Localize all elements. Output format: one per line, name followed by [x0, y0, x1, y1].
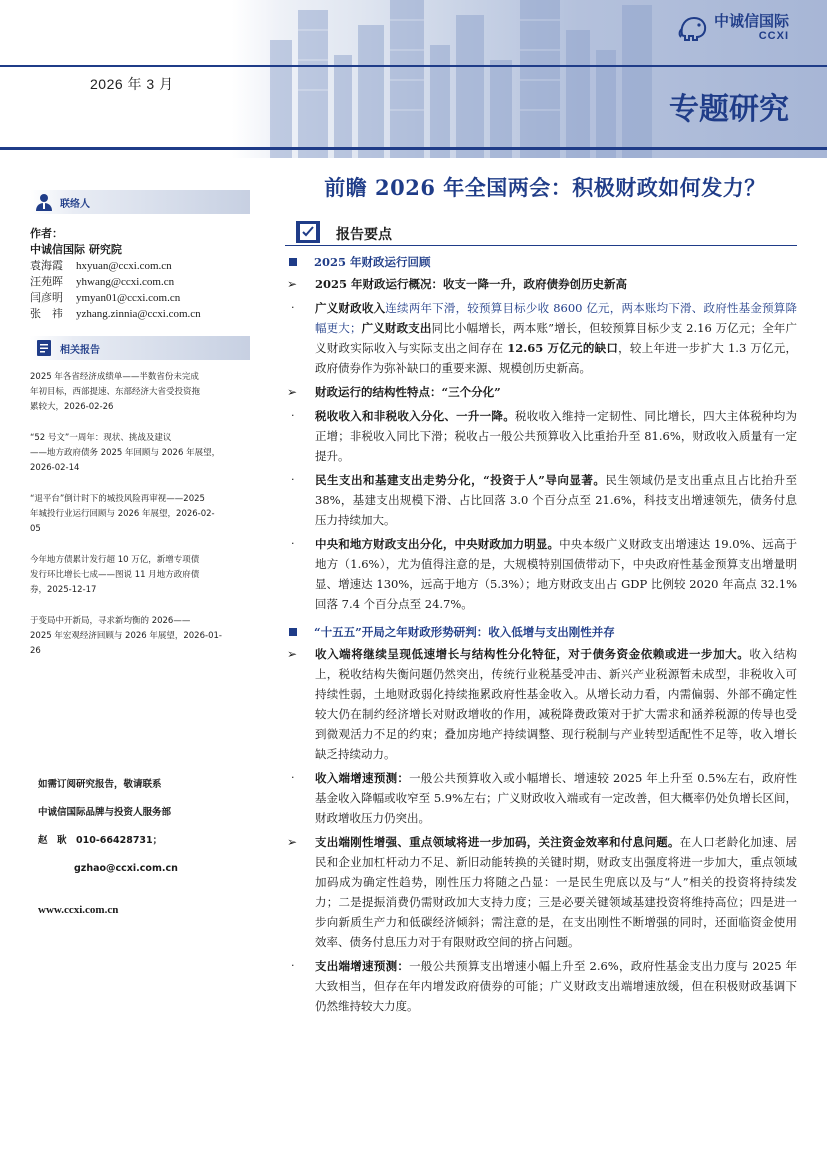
contact-email[interactable]: hxyuan@ccxi.com.cn — [76, 260, 172, 272]
contacts-header — [30, 190, 250, 214]
arrow-bullet-icon: ➢ — [287, 647, 298, 661]
related-line: 2025 年各省经济成绩单——半数省份未完成 — [30, 372, 199, 382]
sub-point-bold: 12.65 万亿元的缺口 — [507, 341, 619, 355]
key-point — [285, 832, 797, 952]
contact-row — [30, 258, 250, 274]
key-point-bold: 支出端刚性增强、重点领域将进一步加码，关注资金效率和付息问题。 — [315, 835, 680, 849]
related-line: 发行环比增长七成——图说 11 月地方政府债 — [30, 570, 200, 580]
related-report-item[interactable] — [30, 431, 250, 476]
related-line: 2025 年宏观经济回顾与 2026 年展望，2026-01- — [30, 631, 222, 641]
sub-point-text: ，较上年进一步扩大 1.3 万亿元，政府债券作为弥补缺口的重要来源、规模创历史新高。 — [315, 341, 798, 375]
subscribe-text: 如需订阅研究报告，敬请联系 — [38, 779, 162, 790]
sub-point-text: 连续两年下滑，较预算目标少收 8600 亿元，两本账均下滑、政府性基金预算降幅更大； — [315, 301, 797, 335]
dot-bullet-icon: · — [291, 409, 295, 422]
contacts-block — [30, 226, 250, 322]
related-report-item[interactable] — [30, 614, 250, 659]
report-title: 前瞻 2026 年全国两会：积极财政如何发力？ — [324, 175, 766, 200]
arrow-bullet-icon: ➢ — [287, 277, 298, 291]
contact-row — [30, 290, 250, 306]
related-line: 2026-02-14 — [30, 463, 80, 473]
dot-bullet-icon: · — [291, 537, 295, 550]
contact-row — [30, 306, 250, 322]
dot-bullet-icon: · — [291, 959, 295, 972]
elephant-logo-icon — [678, 15, 708, 41]
header-banner — [0, 0, 827, 158]
author-org: 中诚信国际 研究院 — [30, 243, 122, 256]
dot-bullet-icon: · — [291, 473, 295, 486]
related-line: 于变局中开新局，寻求新均衡的 2026—— — [30, 616, 191, 626]
related-report-item[interactable] — [30, 492, 250, 537]
sub-point — [285, 406, 797, 466]
sub-point-bold: 中央和地方财政支出分化，中央财政加力明显。 — [315, 537, 560, 551]
arrow-bullet-icon: ➢ — [287, 835, 298, 849]
contact-row — [30, 274, 250, 290]
banner-rule-bottom — [0, 147, 827, 150]
related-reports — [30, 336, 250, 659]
section-heading — [285, 624, 797, 640]
key-point — [285, 382, 797, 402]
contact-name: 闫彦明 — [30, 291, 63, 304]
square-bullet-icon — [289, 258, 297, 266]
related-list — [30, 370, 250, 659]
sub-point — [285, 534, 797, 614]
contact-name: 张 祎 — [30, 307, 63, 320]
section-title: “十五五”开局之年财政形势研判：收入低增与支出刚性并存 — [314, 625, 615, 639]
section-title: 2025 年财政运行回顾 — [314, 255, 431, 269]
dot-bullet-icon: · — [291, 771, 295, 784]
person-icon — [34, 192, 54, 212]
website-link[interactable]: www.ccxi.com.cn — [38, 904, 119, 916]
contact-name: 汪苑晖 — [30, 275, 63, 288]
author-label: 作者： — [30, 227, 63, 240]
banner-rule-top — [0, 65, 827, 67]
related-report-item[interactable] — [30, 370, 250, 415]
related-line: 今年地方债累计发行超 10 万亿，新增专项债 — [30, 555, 200, 565]
summary-header — [285, 218, 797, 246]
contact-email[interactable]: yzhang.zinnia@ccxi.com.cn — [76, 308, 201, 320]
report-date: 2026 年 3 月 — [90, 76, 174, 92]
related-line: 年初目标，西部提速、东部经济大省受投资拖 — [30, 387, 201, 397]
sub-point-bold: 民生支出和基建支出走势分化，“投资于人”导向显著。 — [315, 473, 606, 487]
key-point — [285, 644, 797, 764]
sub-point-bold: 广义财政支出 — [361, 321, 432, 335]
key-point — [285, 274, 797, 294]
report-type: 专题研究 — [669, 92, 789, 127]
contact-email[interactable]: ymyan01@ccxi.com.cn — [76, 292, 181, 304]
sub-point-text: 一般公共预算支出增速小幅上升至 2.6%，政府性基金支出力度与 2025 年大致相当，但存在年内增发政府债券的可能；广义财政支出端增速放缓，但在积极财政基调下仍然维持较大力度。 — [315, 959, 798, 1013]
related-line: “退平台”倒计时下的城投风险再审视——2025 — [30, 494, 205, 504]
related-label: 相关报告 — [60, 344, 100, 356]
related-line: ——地方政府债务 2025 年回顾与 2026 年展望， — [30, 448, 221, 458]
related-line: 26 — [30, 646, 41, 656]
document-icon — [34, 338, 54, 358]
key-point-text: 在人口老龄化加速、居民和企业加杠杆动力不足、新旧动能转换的关键时期，财政支出强度将进一步加大，重点领域加码成为确定性趋势，刚性压力将随之凸显：一是民生兜底以及与“人”相关的投资将持续发力；二是提振消费仍需财政加大支持力度；三是必要关键领域基建投资将维持高位；四是进一步向新质生产力和低碳经济倾斜；需注意的是，在支出刚性不断增强的同时，还面临资金使用效率、债务付息压力对于有限财政空间的挤占问题。 — [315, 835, 798, 949]
sidebar — [30, 190, 250, 675]
related-line: 05 — [30, 524, 41, 534]
dot-bullet-icon: · — [291, 301, 295, 314]
sub-point-bold: 支出端增速预测： — [315, 959, 410, 973]
related-line: 年城投行业运行回顾与 2026 年展望，2026-02- — [30, 509, 215, 519]
sub-point — [285, 956, 797, 1016]
sub-point-text: 一般公共预算收入或小幅增长、增速较 2025 年上升至 0.5%左右，政府性基金收入降幅或收窄至 5.9%左右；广义财政收入端或有一定改善，但大概率仍处负增长区间，财政增收压力仍突出。 — [315, 771, 798, 825]
subscribe-block — [38, 778, 258, 890]
ccxi-logo — [678, 14, 789, 42]
contact-email-link[interactable]: gzhao@ccxi.com.cn — [74, 863, 178, 874]
related-line: 累较大，2026-02-26 — [30, 402, 114, 412]
related-line: “52 号文”一周年：现状、挑战及建议 — [30, 433, 172, 443]
sub-point-bold: 收入端增速预测： — [315, 771, 410, 785]
logo-text-cn: 中诚信国际 — [713, 12, 789, 30]
contact-person: 赵 耿 010-66428731； — [38, 835, 163, 846]
sub-point-bold: 税收收入和非税收入分化、一升一降。 — [315, 409, 515, 423]
key-point-head: 财政运行的结构性特点：“三个分化” — [315, 385, 501, 399]
contact-email[interactable]: yhwang@ccxi.com.cn — [76, 276, 175, 288]
sub-point — [285, 768, 797, 828]
key-point-head: 2025 年财政运行概况：收支一降一升，政府债券创历史新高 — [315, 277, 628, 291]
key-point-text: 收入结构上，税收结构失衡问题仍然突出，传统行业税基受冲击、新兴产业税源暂未成型，非税收入可持续性弱，土地财政弱化持续拖累政府性基金收入。从增长动力看，内需偏弱、外部不确定性较大仍在制约经济增长对财政增收的作用，减税降费政策对于扩大需求和涵养税源的传导也受到微观活力不足的约束；叠加房地产持续调整、现行税制与产业转型适配性不足等，收入增长缺乏持续动力。 — [315, 647, 798, 761]
service-dept: 中诚信国际品牌与投资人服务部 — [38, 807, 172, 818]
section-heading — [285, 254, 797, 270]
summary-label: 报告要点 — [336, 227, 392, 243]
related-line: 券，2025-12-17 — [30, 585, 97, 595]
sub-point — [285, 470, 797, 530]
sub-point-text: 民生领域仍是支出重点且占比抬升至 38%，基建支出规模下滑、占比回落 3.0 个百分点至 21.6%，科技支出增速领先，债务付息压力持续加大。 — [315, 473, 798, 527]
arrow-bullet-icon: ➢ — [287, 385, 298, 399]
square-bullet-icon — [289, 628, 297, 636]
sub-point-text: 中央本级广义财政支出增速达 19.0%、远高于地方（1.6%），尤为值得注意的是，大规模特别国债带动下，中央政府性基金预算支出增量明显、增速达 130%，远高于地方（5.3%）；地方财政支出占 GDP 比例较 2020 年高点 32.1% 回落 7.4 个百分点至 24.7%。 — [315, 537, 798, 611]
key-point-bold: 收入端将继续呈现低速增长与结构性分化特征，对于债务资金依赖或进一步加大。 — [315, 647, 750, 661]
sub-point-bold: 广义财政收入 — [315, 301, 386, 315]
checklist-icon — [295, 220, 321, 244]
sub-point-text: 同比小幅增长，两本账”增长，但较预算目标少支 2.16 万亿元；全年广义财政实际收入与实际支出之间存在 — [315, 321, 798, 355]
sub-point — [285, 298, 797, 378]
contact-name: 袁海霞 — [30, 259, 63, 272]
sub-point-text: 税收收入维持一定韧性、同比增长，四大主体税种均为正增；非税收入同比下滑；税收占一般公共预算收入比重抬升至 81.6%，财政收入质量有一定提升。 — [315, 409, 798, 463]
main-content — [285, 172, 797, 1016]
related-header — [30, 336, 250, 360]
logo-text-en: CCXI — [758, 30, 789, 42]
related-report-item[interactable] — [30, 553, 250, 598]
contacts-label: 联络人 — [60, 198, 90, 210]
